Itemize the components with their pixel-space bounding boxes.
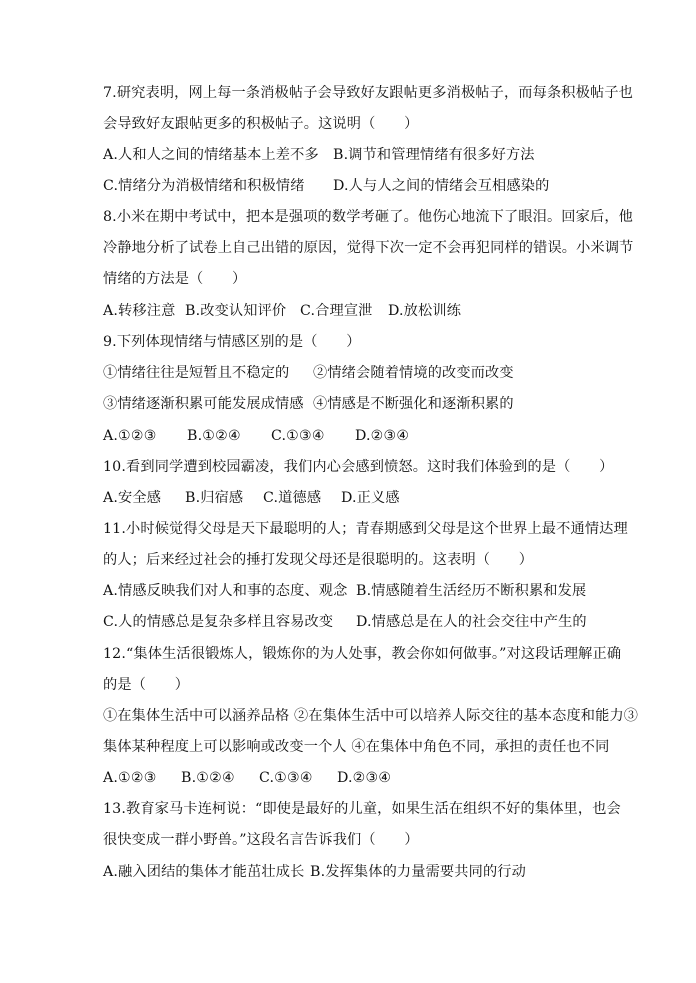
q13-option-b: B.发挥集体的力量需要共同的行动 bbox=[310, 864, 526, 880]
q9-option-d: D.②③④ bbox=[355, 428, 410, 444]
q11-option-d: D.情感总是在人的社会交往中产生的 bbox=[356, 614, 587, 630]
q11-option-c: C.人的情感总是复杂多样且容易改变 bbox=[103, 614, 334, 630]
q8-stem-line-3: 情绪的方法是（ ） bbox=[103, 271, 247, 287]
q7-option-d: D.人与人之间的情绪会互相感染的 bbox=[333, 178, 550, 194]
q11-options-row-2 bbox=[103, 612, 587, 632]
q9-statements-row-1 bbox=[103, 363, 514, 383]
q7-option-c: C.情绪分为消极情绪和积极情绪 bbox=[103, 178, 305, 194]
q9-statements-row-2 bbox=[103, 394, 514, 414]
q12-options-row bbox=[103, 768, 391, 788]
q12-option-b: B.①②④ bbox=[181, 770, 235, 786]
q8-stem-line-1: 8.小米在期中考试中，把本是强项的数学考砸了。他伤心地流下了眼泪。回家后，他 bbox=[103, 209, 633, 225]
q11-options-row-1 bbox=[103, 581, 586, 601]
q10-option-c: C.道德感 bbox=[263, 490, 322, 506]
q7-options-row-1 bbox=[103, 145, 535, 165]
q10-option-a: A.安全感 bbox=[103, 490, 162, 506]
q8-options-row bbox=[103, 301, 461, 321]
q10-option-b: B.归宿感 bbox=[185, 490, 244, 506]
q8-option-b: B.改变认知评价 bbox=[185, 303, 287, 319]
q12-option-c: C.①③④ bbox=[259, 770, 313, 786]
q9-options-row bbox=[103, 426, 409, 446]
q10-option-d: D.正义感 bbox=[341, 490, 400, 506]
q10-options-row bbox=[103, 488, 400, 508]
q9-statement-4: ④情感是不断强化和逐渐积累的 bbox=[313, 396, 514, 412]
q9-statement-2: ②情绪会随着情境的改变而改变 bbox=[313, 365, 514, 381]
q13-stem-line-1: 13.教育家马卡连柯说：“即使是最好的儿童，如果生活在组织不好的集体里，也会 bbox=[103, 801, 621, 817]
q9-option-c: C.①③④ bbox=[271, 428, 325, 444]
q9-statement-3: ③情绪逐渐积累可能发展成情感 bbox=[103, 396, 304, 412]
q7-stem-line-1: 7.研究表明，网上每一条消极帖子会导致好友跟帖更多消极帖子，而每条积极帖子也 bbox=[103, 85, 633, 101]
q11-option-b: B.情感随着生活经历不断积累和发展 bbox=[356, 583, 587, 599]
q9-statement-1: ①情绪往往是短暂且不稳定的 bbox=[103, 365, 290, 381]
q12-option-d: D.②③④ bbox=[337, 770, 392, 786]
q8-stem-line-2: 冷静地分析了试卷上自己出错的原因，觉得下次一定不会再犯同样的错误。小米调节 bbox=[103, 240, 634, 256]
q7-stem-line-2: 会导致好友跟帖更多的积极帖子。这说明（ ） bbox=[103, 116, 419, 132]
q11-option-a: A.情感反映我们对人和事的态度、观念 bbox=[103, 583, 348, 599]
q10-stem: 10.看到同学遭到校园霸凌，我们内心会感到愤怒。这时我们体验到的是（ ） bbox=[103, 459, 614, 475]
q11-stem-line-2: 的人；后来经过社会的捶打发现父母还是很聪明的。这表明（ ） bbox=[103, 552, 534, 568]
q8-option-c: C.合理宣泄 bbox=[300, 303, 373, 319]
q13-stem-line-2: 很快变成一群小野兽。”这段名言告诉我们（ ） bbox=[103, 832, 419, 848]
q12-stem-line-2: 的是（ ） bbox=[103, 677, 190, 693]
q13-option-a: A.融入团结的集体才能茁壮成长 bbox=[103, 864, 305, 880]
q9-option-a: A.①②③ bbox=[103, 428, 157, 444]
q11-stem-line-1: 11.小时候觉得父母是天下最聪明的人；青春期感到父母是这个世界上最不通情达理 bbox=[103, 521, 628, 537]
q9-option-b: B.①②④ bbox=[187, 428, 241, 444]
q12-statements-line-2: 集体某种程度上可以影响或改变一个人 ④在集体中角色不同，承担的责任也不同 bbox=[103, 739, 610, 755]
q7-option-a: A.人和人之间的情绪基本上差不多 bbox=[103, 147, 319, 163]
q8-option-d: D.放松训练 bbox=[388, 303, 462, 319]
q12-stem-line-1: 12.“集体生活很锻炼人，锻炼你的为人处事，教会你如何做事。”对这段话理解正确 bbox=[103, 646, 622, 662]
q13-options-row bbox=[103, 862, 526, 882]
q7-options-row-2 bbox=[103, 176, 549, 196]
q9-stem: 9.下列体现情绪与情感区别的是（ ） bbox=[103, 334, 361, 350]
q12-statements-line-1: ①在集体生活中可以涵养品格 ②在集体生活中可以培养人际交往的基本态度和能力③ bbox=[103, 708, 639, 724]
q8-option-a: A.转移注意 bbox=[103, 303, 176, 319]
q12-option-a: A.①②③ bbox=[103, 770, 157, 786]
q7-option-b: B.调节和管理情绪有很多好方法 bbox=[333, 147, 535, 163]
